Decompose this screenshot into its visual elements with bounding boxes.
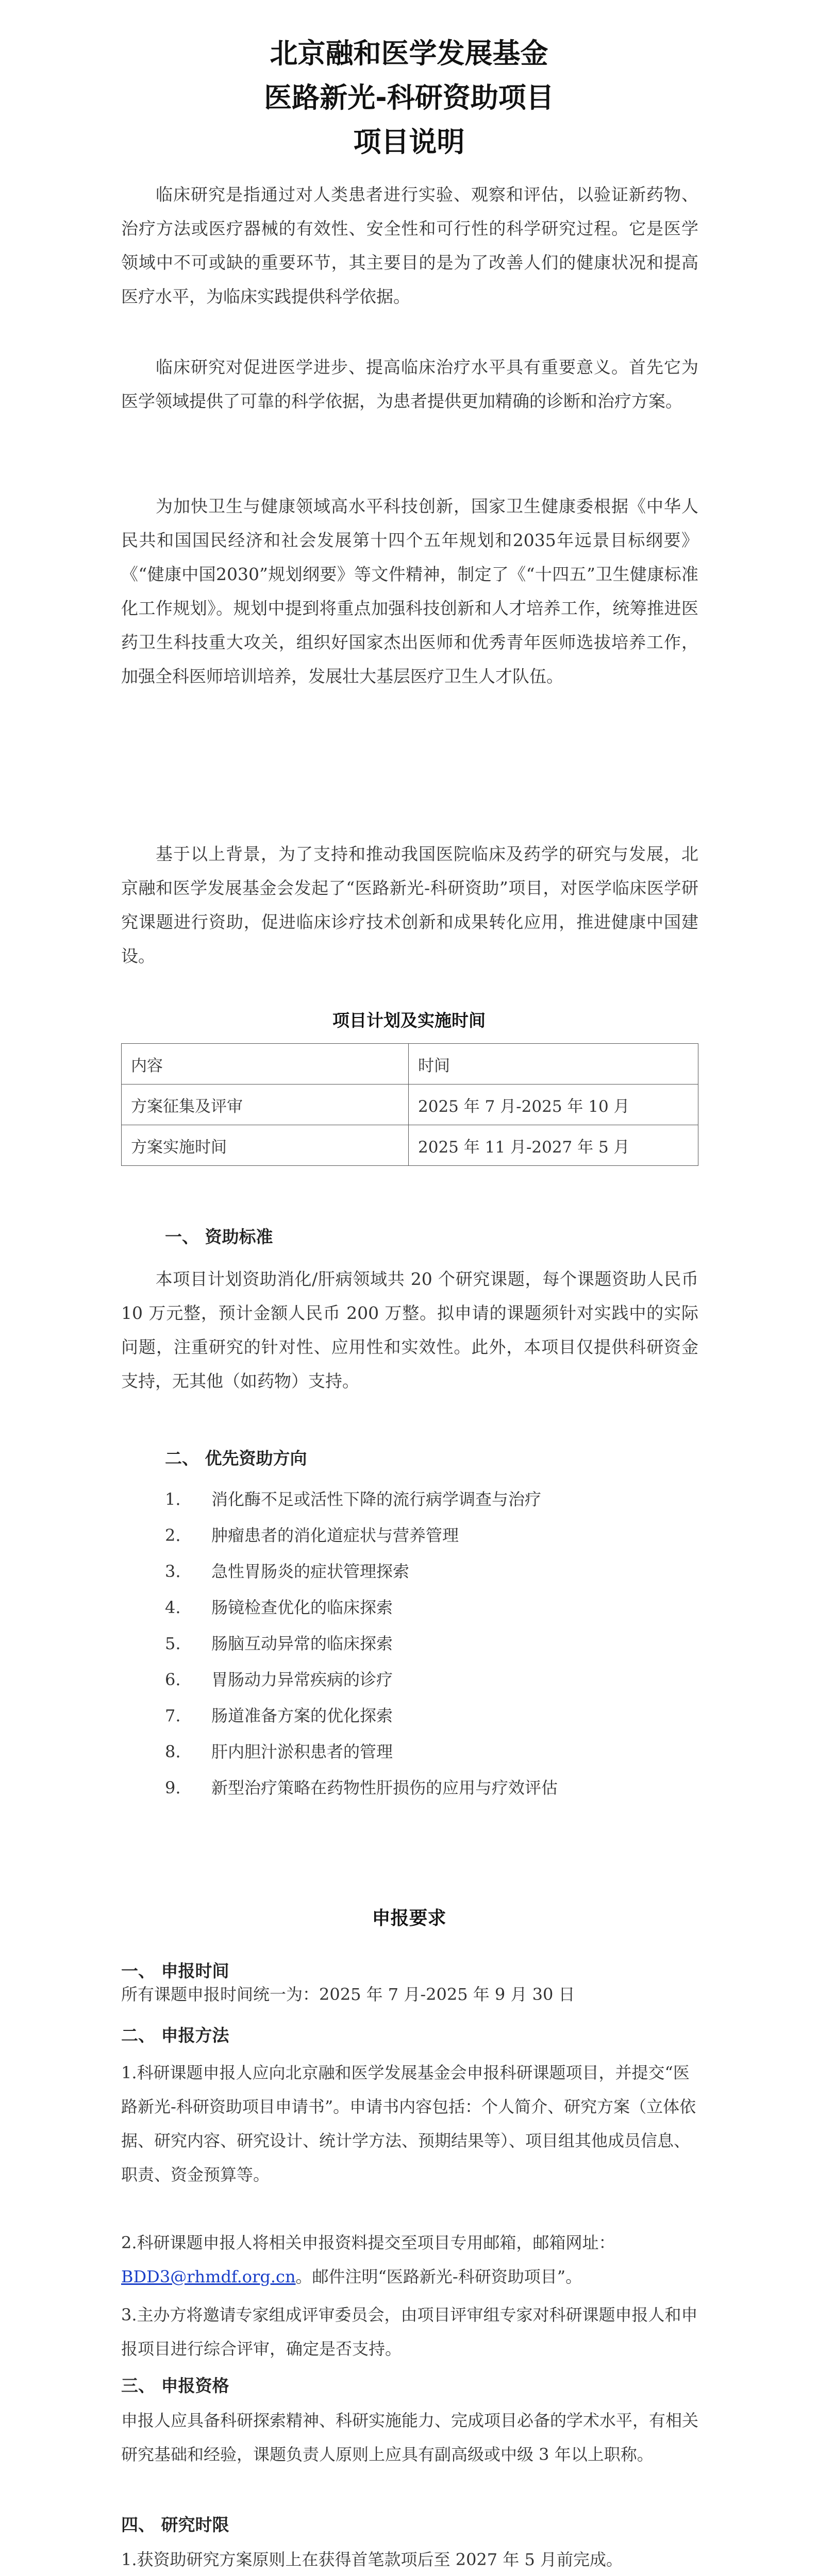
- req-section-2-heading: 二、 申报方法: [121, 2025, 229, 2045]
- funding-paragraph: 本项目计划资助消化/肝病领域共 20 个研究课题，每个课题资助人民币 10 万元整，预计金额人民币 200 万整。拟申请的课题须针对实践中的实际问题，注重研究的针对性、应用性和实效性。此外，本项目仅提供科研资金支持，无其他（如药物）支持。: [121, 1269, 698, 1391]
- intro-paragraph-1: 临床研究是指通过对人类患者进行实验、观察和评估，以验证新药物、治疗方法或医疗器械的有效性、安全性和可行性的科学研究过程。它是医学领域中不可或缺的重要环节，其主要目的是为了改善人们的健康状况和提高医疗水平，为临床实践提供科学依据。: [121, 184, 698, 307]
- list-item: 5. 肠脑互动异常的临床探索: [165, 1634, 393, 1653]
- req-section-2-para-1: 1.科研课题申报人应向北京融和医学发展基金会申报科研课题项目，并提交“医路新光-科研资助项目申请书”。申请书内容包括：个人简介、研究方案（立体依据、研究内容、研究设计、统计学方法、预期结果等）、项目组其他成员信息、职责、资金预算等。: [121, 2063, 696, 2184]
- list-item: 3. 急性胃肠炎的症状管理探索: [165, 1562, 410, 1581]
- doc-title-line3: 项目说明: [353, 126, 465, 158]
- table-header-row: [122, 1044, 698, 1084]
- list-item: 1. 消化酶不足或活性下降的流行病学调查与治疗: [165, 1489, 542, 1509]
- list-item: 4. 肠镜检查优化的临床探索: [165, 1598, 393, 1617]
- table-cell: 2025 年 11 月-2027 年 5 月: [409, 1125, 698, 1166]
- directions-heading: 二、 优先资助方向: [165, 1448, 307, 1468]
- list-item: 6. 胃肠动力异常疾病的诊疗: [165, 1670, 393, 1689]
- email-link[interactable]: BDD3@rhmdf.org.cn: [121, 2267, 296, 2286]
- req-section-1-heading: 一、 申报时间: [121, 1961, 229, 1981]
- plan-table: [121, 1043, 698, 1166]
- funding-heading: 一、 资助标准: [165, 1227, 273, 1247]
- intro-paragraph-2: 临床研究对促进医学进步、提高临床治疗水平具有重要意义。首先它为医学领域提供了可靠的科学依据，为患者提供更加精确的诊断和治疗方案。: [121, 357, 698, 411]
- table-row: [122, 1125, 698, 1166]
- table-header-cell: 时间: [409, 1044, 698, 1084]
- list-item: 2. 肿瘤患者的消化道症状与营养管理: [165, 1526, 459, 1545]
- table-row: [122, 1084, 698, 1125]
- table-cell: 2025 年 7 月-2025 年 10 月: [409, 1084, 698, 1125]
- req-section-4-para-1: 1.获资助研究方案原则上在获得首笔款项后至 2027 年 5 月前完成。: [121, 2550, 623, 2569]
- intro-paragraph-3: 为加快卫生与健康领域高水平科技创新，国家卫生健康委根据《中华人民共和国国民经济和社会发展第十四个五年规划和2035年远景目标纲要》《“健康中国2030”规划纲要》等文件精神，制定了《“十四五”卫生健康标准化工作规划》。规划中提到将重点加强科技创新和人才培养工作，统筹推进医药卫生科技重大攻关，组织好国家杰出医师和优秀青年医师选拔培养工作，加强全科医师培训培养，发展壮大基层医疗卫生人才队伍。: [121, 496, 698, 686]
- table-header-cell: 内容: [122, 1044, 409, 1084]
- req-section-4-heading: 四、 研究时限: [121, 2515, 229, 2535]
- plan-table-caption: 项目计划及实施时间: [332, 1010, 486, 1030]
- req-section-3-text: 申报人应具备科研探索精神、科研实施能力、完成项目必备的学术水平，有相关研究基础和经验，课题负责人原则上应具有副高级或中级 3 年以上职称。: [121, 2411, 699, 2464]
- table-cell: 方案征集及评审: [122, 1084, 409, 1125]
- intro-paragraph-4: 基于以上背景，为了支持和推动我国医院临床及药学的研究与发展，北京融和医学发展基金会发起了“医路新光-科研资助”项目，对医学临床医学研究课题进行资助，促进临床诊疗技术创新和成果转化应用，推进健康中国建设。: [121, 844, 698, 966]
- doc-title-line1: 北京融和医学发展基金: [270, 37, 548, 70]
- req-section-3-heading: 三、 申报资格: [121, 2376, 229, 2396]
- doc-title-line2: 医路新光-科研资助项目: [264, 81, 554, 114]
- table-cell: 方案实施时间: [122, 1125, 409, 1166]
- req-section-2-para-3: 3.主办方将邀请专家组成评审委员会，由项目评审组专家对科研课题申报人和申报项目进行综合评审，确定是否支持。: [121, 2305, 698, 2359]
- list-item: 9. 新型治疗策略在药物性肝损伤的应用与疗效评估: [165, 1778, 558, 1798]
- list-item: 8. 肝内胆汁淤积患者的管理: [165, 1742, 393, 1761]
- req-section-1-text: 所有课题申报时间统一为：2025 年 7 月-2025 年 9 月 30 日: [121, 1985, 575, 2004]
- req-section-2-para-2: 2.科研课题申报人将相关申报资料提交至项目专用邮箱，邮箱网址：BDD3@rhmdf.org.cn。邮件注明“医路新光-科研资助项目”。: [121, 2233, 615, 2286]
- requirements-title: 申报要求: [372, 1908, 446, 1929]
- list-item: 7. 肠道准备方案的优化探索: [165, 1706, 393, 1725]
